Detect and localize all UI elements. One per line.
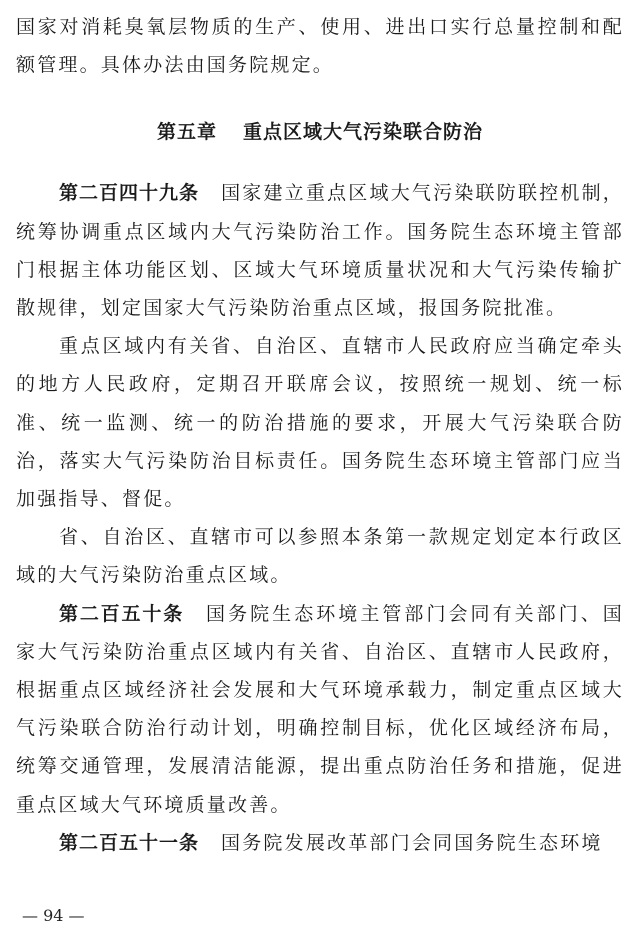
- article-249-text: 国家建立重点区域大气污染联防联控机制，统筹协调重点区域内大气污染防治工作。国务院生态环境主管部门根据主体功能区划、区域大气环境质量状况和大气污染传输扩散规律，划定国家大气污染防治重点区域，报国务院批准。: [16, 182, 624, 320]
- article-251-heading: 第二百五十一条: [59, 831, 200, 854]
- document-page: [16, 8, 624, 862]
- article-250-text: 国务院生态环境主管部门会同有关部门、国家大气污染防治重点区域内有关省、自治区、直辖市人民政府，根据重点区域经济社会发展和大气环境承载力，制定重点区域大气污染联合防治行动计划，明确控制目标，优化区域经济布局，统筹交通管理，发展清洁能源，提出重点防治任务和措施，促进重点区域大气环境质量改善。: [16, 602, 624, 816]
- chapter-title: 重点区域大气污染联合防治: [243, 121, 484, 144]
- chapter-heading: [16, 117, 624, 144]
- article-249: [16, 174, 624, 327]
- article-250-heading: 第二百五十条: [59, 602, 185, 625]
- chapter-number: 第五章: [156, 121, 217, 144]
- article-249-heading: 第二百四十九条: [59, 182, 200, 205]
- paragraph-continued: 国家对消耗臭氧层物质的生产、使用、进出口实行总量控制和配额管理。具体办法由国务院规定。: [16, 16, 624, 77]
- article-249-paragraph-2: 重点区域内有关省、自治区、直辖市人民政府应当确定牵头的地方人民政府，定期召开联席会议，按照统一规划、统一标准、统一监测、统一的防治措施的要求，开展大气污染联合防治，落实大气污染防治目标责任。国务院生态环境主管部门应当加强指导、督促。: [16, 335, 624, 511]
- article-250: [16, 595, 624, 824]
- article-251-text: 国务院发展改革部门会同国务院生态环境: [221, 831, 603, 854]
- article-249-paragraph-3: 省、自治区、直辖市可以参照本条第一款规定划定本行政区域的大气污染防治重点区域。: [16, 526, 624, 587]
- page-number: — 94 —: [22, 906, 85, 925]
- article-251: [16, 824, 624, 862]
